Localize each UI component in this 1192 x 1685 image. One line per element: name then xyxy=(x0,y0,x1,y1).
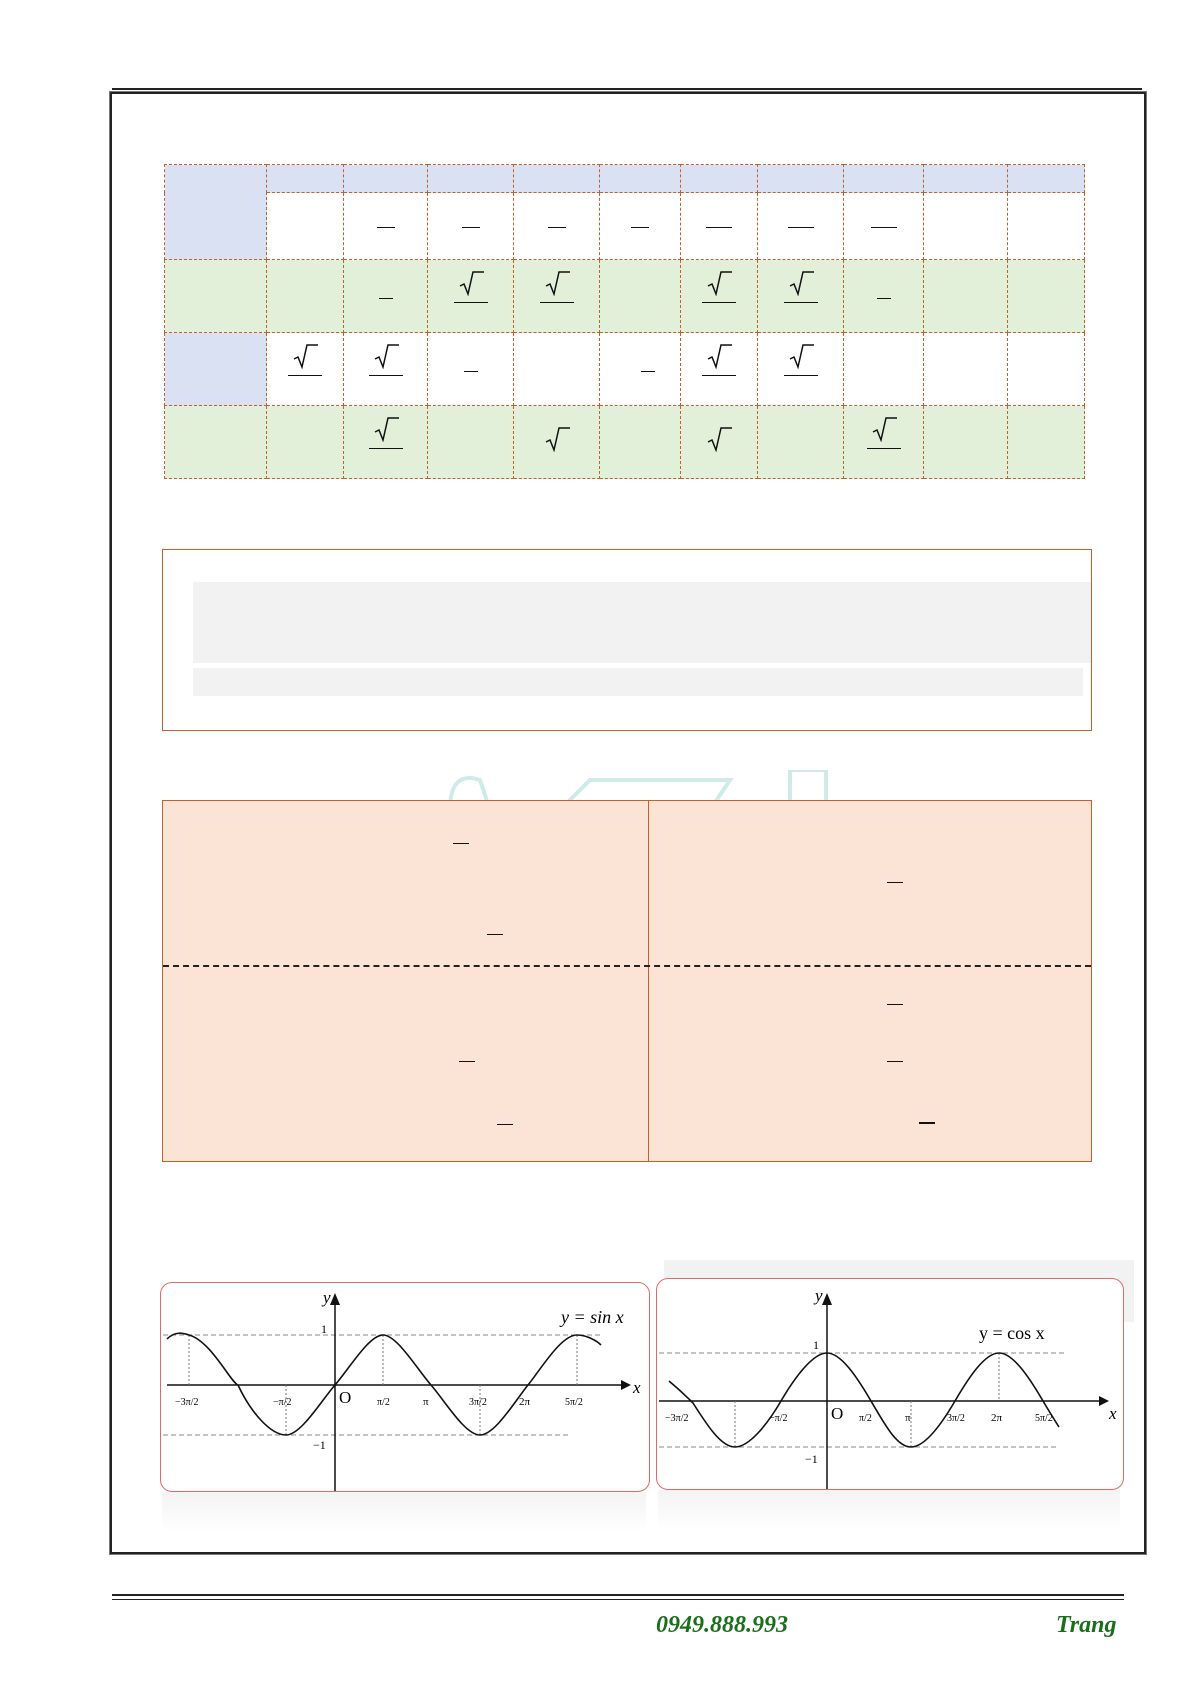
tick-label: −3π/2 xyxy=(665,1413,689,1424)
footer-page-label: Trang xyxy=(1056,1612,1117,1638)
sqrt-icon xyxy=(871,416,897,442)
tick-label: −π/2 xyxy=(769,1413,788,1424)
tick-label: 3π/2 xyxy=(469,1397,487,1408)
table-row-cos xyxy=(165,333,1085,406)
tick-label: 2π xyxy=(519,1396,531,1408)
origin-label: O xyxy=(339,1388,352,1407)
tick-label: 2π xyxy=(991,1412,1003,1424)
tick-label: −3π/2 xyxy=(175,1397,199,1408)
y-axis-label: y xyxy=(323,1288,331,1307)
row-label-tan xyxy=(165,406,267,479)
y-one-label: 1 xyxy=(321,1322,327,1336)
sqrt-icon xyxy=(458,270,484,296)
sine-function-label: y = sin x xyxy=(561,1307,624,1327)
tick-label: −π/2 xyxy=(273,1397,292,1408)
sqrt-icon xyxy=(373,343,399,369)
formula-shaded-block xyxy=(193,582,1091,663)
table-row-tan xyxy=(165,406,1085,479)
sqrt-icon xyxy=(544,270,570,296)
sine-curve xyxy=(167,1333,601,1435)
tick-label: π xyxy=(423,1396,429,1408)
y-minus-one-label: −1 xyxy=(805,1452,818,1466)
sqrt-icon xyxy=(373,416,399,442)
footer-rule-thin xyxy=(112,1599,1124,1600)
origin-label: O xyxy=(831,1404,844,1423)
formula-shaded-line xyxy=(193,668,1083,696)
x-axis-label: x xyxy=(633,1378,641,1397)
cosine-function-label: y = cos x xyxy=(979,1323,1045,1343)
trig-value-table xyxy=(164,164,1085,479)
sine-graph xyxy=(160,1282,650,1492)
header-rule xyxy=(112,88,1142,90)
formula-box xyxy=(162,549,1092,731)
table-header-row xyxy=(165,165,1085,193)
footer-rule xyxy=(112,1594,1124,1596)
sqrt-icon xyxy=(292,343,318,369)
y-minus-one-label: −1 xyxy=(313,1438,326,1452)
tick-label: 3π/2 xyxy=(947,1413,965,1424)
tick-label: 5π/2 xyxy=(1035,1413,1053,1424)
special-cases-table xyxy=(162,800,1092,1162)
y-axis-label: y xyxy=(815,1286,823,1305)
y-one-label: 1 xyxy=(813,1338,819,1352)
sqrt-icon xyxy=(544,426,570,452)
graph-reflection xyxy=(658,1490,1120,1530)
table-row-sin xyxy=(165,260,1085,333)
cosine-curve xyxy=(669,1353,1059,1447)
footer-phone: 0949.888.993 xyxy=(656,1612,788,1638)
sqrt-icon xyxy=(706,343,732,369)
graph-reflection xyxy=(162,1492,646,1532)
sqrt-icon xyxy=(788,343,814,369)
sqrt-icon xyxy=(706,426,732,452)
tick-label: π/2 xyxy=(859,1413,872,1424)
x-axis-label: x xyxy=(1109,1404,1117,1423)
table-corner-cell xyxy=(165,165,267,260)
sqrt-icon xyxy=(788,270,814,296)
tick-label: π/2 xyxy=(377,1397,390,1408)
cosine-graph xyxy=(656,1278,1124,1490)
tick-label: 5π/2 xyxy=(565,1397,583,1408)
tick-label: π xyxy=(905,1412,911,1424)
sqrt-icon xyxy=(706,270,732,296)
table-row-angle xyxy=(165,193,1085,260)
row-label-sin xyxy=(165,260,267,333)
row-label-cos xyxy=(165,333,267,406)
